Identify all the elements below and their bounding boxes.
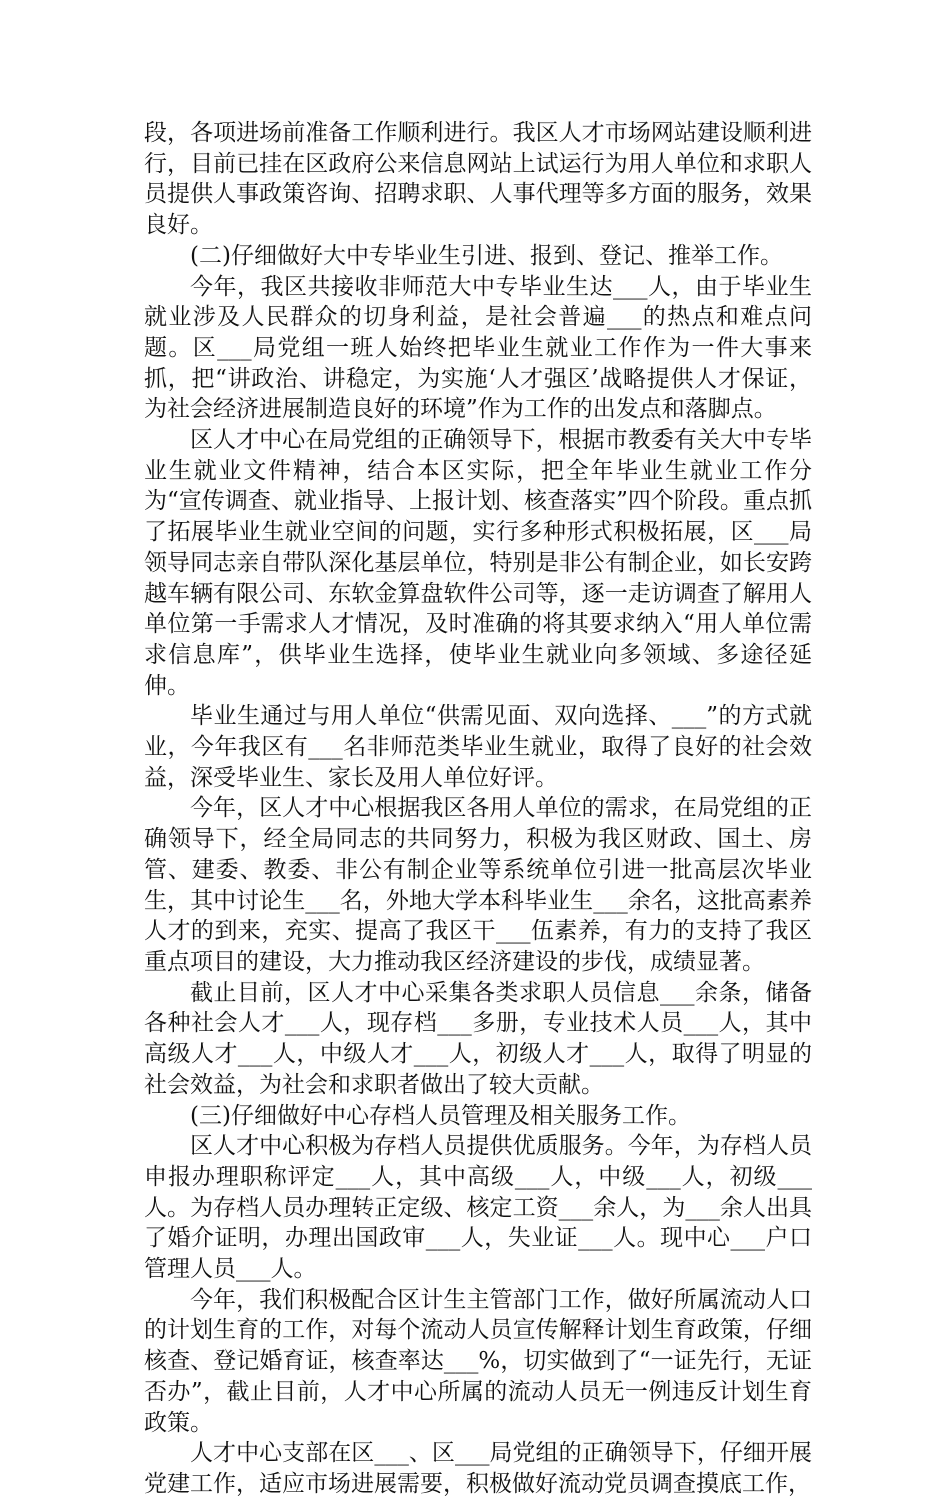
paragraph-party-building: 人才中心支部在区___、区___局党组的正确领导下，仔细开展党建工作，适应市场进展需要，积极做好流动党员调查摸底工作， <box>144 1440 812 1497</box>
section-heading-archive-services: (三)仔细做好中心存档人员管理及相关服务工作。 <box>190 1102 691 1129</box>
paragraph-archive-services: 区人才中心积极为存档人员提供优质服务。今年，为存档人员申报办理职称评定___人，其中高级___人，中级___人，初级___人。为存档人员办理转正定级、核定工资___余人，为___余人出具了婚介证明，办理出国政审___人，失业证___人。现中心___户口管理人员___人。 <box>144 1133 812 1283</box>
paragraph-graduate-intake: 今年，我区共接收非师范大中专毕业生达___人，由于毕业生就业涉及人民群众的切身利益，是社会普遍___的热点和难点问题。区___局党组一班人始终把毕业生就业工作作为一件大事来抓，把“讲政治、讲稳定，为实施‘人才强区’战略提供人才保证，为社会经济进展制造良好的环境”作为工作的出发点和落脚点。 <box>144 273 812 423</box>
paragraph-talent-records: 截止目前，区人才中心采集各类求职人员信息___余条，储备各种社会人才___人，现存档___多册，专业技术人员___人，其中高级人才___人，中级人才___人，初级人才___人，取得了明显的社会效益，为社会和求职者做出了较大贡献。 <box>144 979 812 1098</box>
paragraph-high-level-graduates: 今年，区人才中心根据我区各用人单位的需求，在局党组的正确领导下，经全局同志的共同努力，积极为我区财政、国土、房管、建委、教委、非公有制企业等系统单位引进一批高层次毕业生，其中讨论生___名，外地大学本科毕业生___余名，这批高素养人才的到来，充实、提高了我区干___伍素养，有力的支持了我区重点项目的建设，大力推动我区经济建设的步伐，成绩显著。 <box>144 795 812 975</box>
paragraph-family-planning: 今年，我们积极配合区计生主管部门工作，做好所属流动人口的计划生育的工作，对每个流动人员宣传解释计划生育政策，仔细核查、登记婚育证，核查率达___%，切实做到了“一证先行，无证否办”，截止目前，人才中心所属的流动人员无一例违反计划生育政策。 <box>144 1286 812 1436</box>
paragraph-talent-center-leadership: 区人才中心在局党组的正确领导下，根据市教委有关大中专毕业生就业文件精神，结合本区实际，把全年毕业生就业工作分为“宣传调查、就业指导、上报计划、核查落实”四个阶段。重点抓了拓展毕业生就业空间的问题，实行多种形式积极拓展，区___局领导同志亲自带队深化基层单位，特别是非公有制企业，如长安跨越车辆有限公司、东软金算盘软件公司等，逐一走访调查了解用人单位第一手需求人才情况，及时准确的将其要求纳入“用人单位需求信息库”，供毕业生选择，使毕业生就业向多领域、多途径延伸。 <box>144 427 812 699</box>
section-heading-graduates: (二)仔细做好大中专毕业生引进、报到、登记、推举工作。 <box>190 242 783 269</box>
document-page <box>144 118 812 1500</box>
paragraph-intro-continuation: 段，各项进场前准备工作顺利进行。我区人才市场网站建设顺利进行，目前已挂在区政府公来信息网站上试运行为用人单位和求职人员提供人事政策咨询、招聘求职、人事代理等多方面的服务，效果良好。 <box>144 120 812 239</box>
paragraph-graduate-employment: 毕业生通过与用人单位“供需见面、双向选择、___”的方式就业，今年我区有___名非师范类毕业生就业，取得了良好的社会效益，深受毕业生、家长及用人单位好评。 <box>144 703 812 791</box>
